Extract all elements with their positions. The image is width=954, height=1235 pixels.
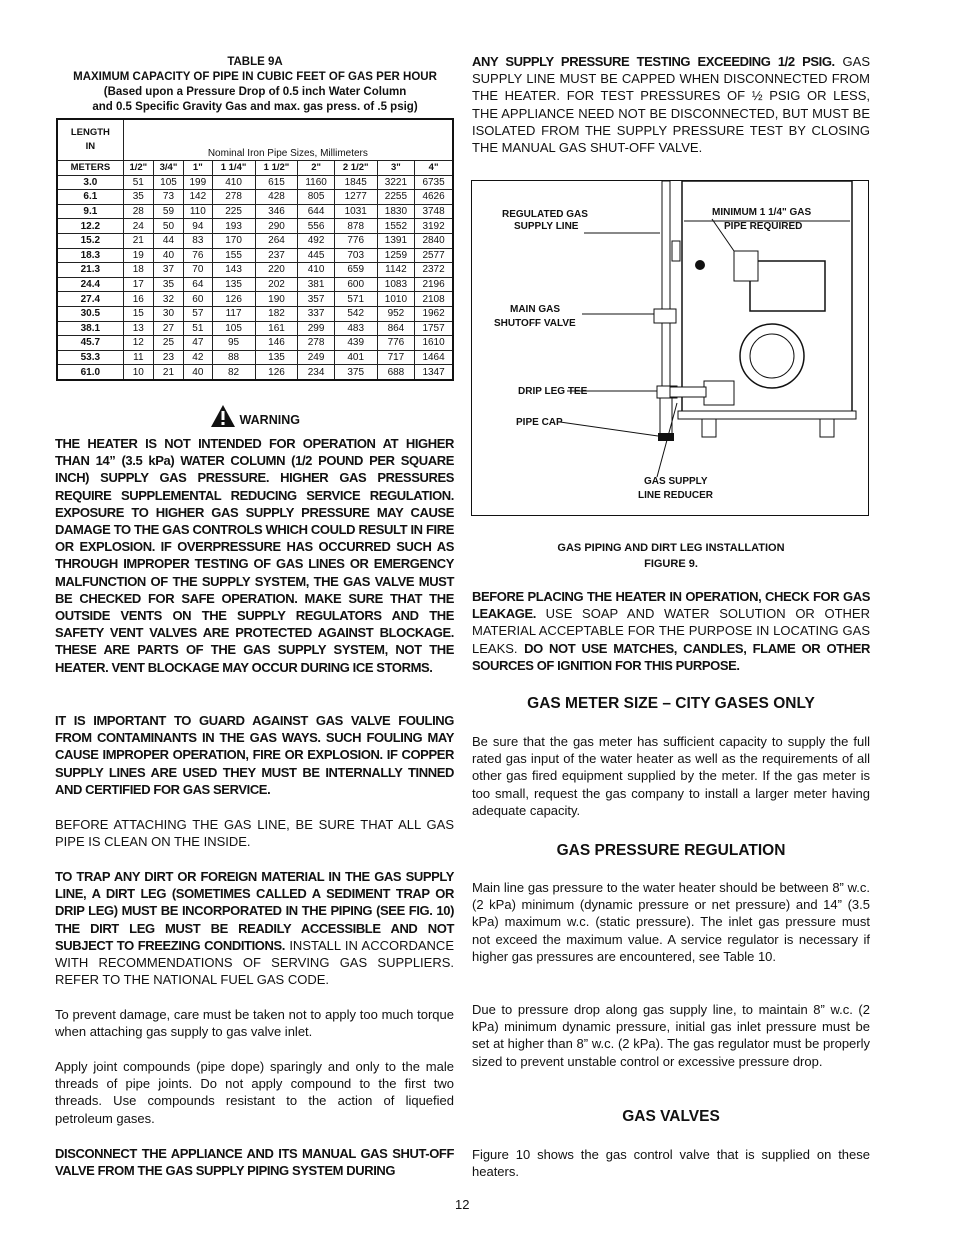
capacity-cell: 2108: [415, 292, 453, 307]
capacity-cell: 542: [334, 306, 377, 321]
capacity-cell: 278: [298, 336, 334, 351]
capacity-cell: 24: [123, 219, 153, 234]
gas-valves-paragraph: Figure 10 shows the gas control valve that is supplied on these heaters.: [472, 1147, 870, 1180]
pipe-size-header: 1 1/2": [255, 161, 298, 176]
capacity-cell: 161: [255, 321, 298, 336]
table-subtitle: MAXIMUM CAPACITY OF PIPE IN CUBIC FEET OF GAS PER HOUR: [73, 71, 437, 83]
capacity-cell: 142: [184, 190, 213, 205]
capacity-cell: 32: [153, 292, 183, 307]
length-cell: 53.3: [57, 350, 123, 365]
capacity-cell: 126: [212, 292, 255, 307]
capacity-cell: 202: [255, 277, 298, 292]
capacity-cell: 445: [298, 248, 334, 263]
pressure-drop-paragraph: Due to pressure drop along gas supply line, to maintain 8” w.c. (2 kPa) minimum dynamic pressure, initial gas inlet pressure must be set at higher than 8” w.c. (2 kPa). The gas regulator must be properly sized to prevent unstable control or excessive pressure drop.: [472, 1002, 870, 1069]
meters-header: METERS: [57, 161, 123, 176]
pipe-size-header: 2": [298, 161, 334, 176]
leak-check-paragraph: [472, 588, 870, 674]
capacity-cell: 143: [212, 263, 255, 278]
table-row: [57, 248, 453, 263]
capacity-cell: 83: [184, 233, 213, 248]
capacity-cell: 57: [184, 306, 213, 321]
capacity-cell: 3221: [377, 175, 414, 190]
capacity-cell: 21: [123, 233, 153, 248]
capacity-cell: 571: [334, 292, 377, 307]
capacity-cell: 28: [123, 204, 153, 219]
regulated-gas-label: SUPPLY LINE: [514, 221, 579, 232]
capacity-cell: 117: [212, 306, 255, 321]
capacity-cell: 234: [298, 365, 334, 380]
warning-label: WARNING: [239, 413, 300, 427]
capacity-cell: 76: [184, 248, 213, 263]
length-cell: 3.0: [57, 175, 123, 190]
gas-piping-figure: [471, 180, 869, 516]
capacity-cell: 82: [212, 365, 255, 380]
capacity-cell: 401: [334, 350, 377, 365]
capacity-cell: 264: [255, 233, 298, 248]
capacity-cell: 1160: [298, 175, 334, 190]
gas-piping-diagram: [472, 181, 868, 515]
capacity-cell: 105: [212, 321, 255, 336]
capacity-cell: 249: [298, 350, 334, 365]
figure-caption: [472, 540, 870, 572]
capacity-cell: 952: [377, 306, 414, 321]
leak-check-bold: BEFORE PLACING THE HEATER IN OPERATION, CHECK FOR GAS LEAKAGE.: [472, 589, 870, 622]
capacity-cell: 19: [123, 248, 153, 263]
caption-line: FIGURE 9.: [644, 558, 698, 570]
capacity-cell: 2372: [415, 263, 453, 278]
pipe-cap-label: PIPE CAP: [516, 417, 563, 428]
capacity-cell: 1464: [415, 350, 453, 365]
capacity-cell: 1010: [377, 292, 414, 307]
capacity-cell: 1391: [377, 233, 414, 248]
capacity-cell: 1757: [415, 321, 453, 336]
capacity-cell: 2577: [415, 248, 453, 263]
table-row: [57, 219, 453, 234]
capacity-cell: 1277: [334, 190, 377, 205]
capacity-cell: 703: [334, 248, 377, 263]
leak-check-bold: DO NOT USE MATCHES, CANDLES, FLAME OR OTHER SOURCES OF IGNITION FOR THIS PURPOSE.: [472, 640, 870, 673]
capacity-cell: 64: [184, 277, 213, 292]
regulated-gas-label: REGULATED GAS: [502, 209, 588, 220]
capacity-cell: 135: [212, 277, 255, 292]
capacity-cell: 59: [153, 204, 183, 219]
warning-text: THE HEATER IS NOT INTENDED FOR OPERATION AT HIGHER THAN 14” (3.5 kPa) WATER COLUMN (1/2 POUND PER SQUARE INCH) SUPPLY GAS PRESSURE. HIGHER GAS PRESSURES REQUIRE SUPPLEMENTAL REDUCING SERVICE REGULATION. EXPOSURE TO HIGHER GAS SUPPLY PRESSURE MAY CAUSE DAMAGE TO THE GAS CONTROLS WHICH COULD RESULT IN FIRE OR EXPLOSION. IF OVERPRESSURE HAS OCCURRED SUCH AS THROUGH IMPROPER TESTING OF GAS LINES OR EMERGENCY MALFUNCTION OF THE SUPPLY SYSTEM, THE GAS VALVE MUST BE CHECKED FOR SAFE OPERATION. MAKE SURE THAT THE OUTSIDE VENTS ON THE SUPPLY REGULATORS AND THE SAFETY VENT VALVES ARE PROTECTED AGAINST BLOCKAGE. THESE ARE PARTS OF THE GAS SUPPLY SYSTEM, NOT THE HEATER. VENT BLOCKAGE MAY OCCUR DURING ICE STORMS.: [55, 436, 454, 675]
length-cell: 12.2: [57, 219, 123, 234]
table-title-block: [55, 55, 455, 115]
capacity-cell: 615: [255, 175, 298, 190]
capacity-cell: 1142: [377, 263, 414, 278]
capacity-cell: 278: [212, 190, 255, 205]
capacity-cell: 1031: [334, 204, 377, 219]
table-row: [57, 204, 453, 219]
capacity-cell: 70: [184, 263, 213, 278]
table-subtitle: and 0.5 Specific Gravity Gas and max. gas press. of .5 psig): [92, 101, 418, 113]
capacity-cell: 1962: [415, 306, 453, 321]
capacity-cell: 776: [377, 336, 414, 351]
capacity-cell: 6735: [415, 175, 453, 190]
gas-valves-heading: GAS VALVES: [622, 1108, 720, 1125]
capacity-cell: 2255: [377, 190, 414, 205]
capacity-cell: 182: [255, 306, 298, 321]
minimum-pipe-label: PIPE REQUIRED: [724, 221, 803, 232]
capacity-cell: 492: [298, 233, 334, 248]
capacity-cell: 23: [153, 350, 183, 365]
capacity-cell: 60: [184, 292, 213, 307]
capacity-cell: 73: [153, 190, 183, 205]
capacity-cell: 27: [153, 321, 183, 336]
table-row: [57, 277, 453, 292]
capacity-cell: 51: [184, 321, 213, 336]
capacity-cell: 644: [298, 204, 334, 219]
length-cell: 38.1: [57, 321, 123, 336]
capacity-cell: 2840: [415, 233, 453, 248]
capacity-cell: 483: [334, 321, 377, 336]
capacity-cell: 1610: [415, 336, 453, 351]
capacity-cell: 410: [212, 175, 255, 190]
main-shutoff-label: MAIN GAS: [510, 304, 560, 315]
capacity-cell: 864: [377, 321, 414, 336]
dirt-leg-rest: INSTALL IN ACCORDANCE WITH RECOMMENDATIONS OF SERVING GAS SUPPLIERS. REFER TO THE NATIONAL FUEL GAS CODE.: [55, 937, 454, 988]
fouling-paragraph: IT IS IMPORTANT TO GUARD AGAINST GAS VALVE FOULING FROM CONTAMINANTS IN THE GAS WAYS. SUCH FOULING MAY CAUSE IMPROPER OPERATION, FIRE OR EXPLOSION. IF COPPER SUPPLY LINES ARE USED THEY MUST BE INTERNALLY TINNED AND CERTIFIED FOR GAS SERVICE.: [55, 713, 454, 797]
pipe-size-header: 1 1/4": [212, 161, 255, 176]
capacity-cell: 3748: [415, 204, 453, 219]
capacity-cell: 428: [255, 190, 298, 205]
page-number: 12: [455, 1197, 470, 1212]
line-reducer-label: GAS SUPPLY: [644, 476, 708, 487]
table-row: [57, 306, 453, 321]
capacity-cell: 25: [153, 336, 183, 351]
capacity-cell: 357: [298, 292, 334, 307]
joint-compound-paragraph: Apply joint compounds (pipe dope) sparingly and only to the male threads of pipe joints. Do not apply compound to the first two threads. Use compounds resistant to the action of liquefied petroleum gases.: [55, 1059, 454, 1126]
capacity-cell: 110: [184, 204, 213, 219]
capacity-cell: 126: [255, 365, 298, 380]
capacity-cell: 155: [212, 248, 255, 263]
capacity-cell: 51: [123, 175, 153, 190]
pipe-size-header: 1": [184, 161, 213, 176]
gas-meter-heading: GAS METER SIZE – CITY GASES ONLY: [527, 695, 815, 712]
dirt-leg-paragraph: [55, 868, 454, 988]
pipe-size-header: 1/2": [123, 161, 153, 176]
table-row: [57, 365, 453, 380]
drip-leg-label: DRIP LEG TEE: [518, 386, 588, 397]
nominal-size-header: Nominal Iron Pipe Sizes, Millimeters: [123, 119, 453, 159]
pipe-size-header: 4": [415, 161, 453, 176]
capacity-cell: 439: [334, 336, 377, 351]
warning-heading: [55, 404, 455, 428]
caption-line: GAS PIPING AND DIRT LEG INSTALLATION: [557, 542, 785, 554]
capacity-cell: 40: [153, 248, 183, 263]
capacity-cell: 95: [212, 336, 255, 351]
capacity-cell: 2196: [415, 277, 453, 292]
capacity-cell: 600: [334, 277, 377, 292]
length-header-line: LENGTH: [70, 127, 110, 138]
table-row: [57, 233, 453, 248]
capacity-cell: 146: [255, 336, 298, 351]
capacity-cell: 290: [255, 219, 298, 234]
capacity-cell: 105: [153, 175, 183, 190]
capacity-cell: 717: [377, 350, 414, 365]
length-cell: 9.1: [57, 204, 123, 219]
main-shutoff-label: SHUTOFF VALVE: [494, 318, 576, 329]
pipe-size-header: 2 1/2": [334, 161, 377, 176]
capacity-cell: 40: [184, 365, 213, 380]
capacity-cell: 42: [184, 350, 213, 365]
capacity-cell: 12: [123, 336, 153, 351]
capacity-cell: 346: [255, 204, 298, 219]
pipe-size-header: 3/4": [153, 161, 183, 176]
capacity-cell: 13: [123, 321, 153, 336]
length-header: [57, 119, 123, 161]
length-cell: 6.1: [57, 190, 123, 205]
capacity-cell: 30: [153, 306, 183, 321]
length-cell: 61.0: [57, 365, 123, 380]
capacity-cell: 3192: [415, 219, 453, 234]
table-row: [57, 175, 453, 190]
gas-capacity-table: [56, 118, 454, 381]
capacity-cell: 170: [212, 233, 255, 248]
capacity-cell: 88: [212, 350, 255, 365]
pressure-regulation-heading: GAS PRESSURE REGULATION: [556, 842, 786, 859]
length-header-line: IN: [85, 141, 96, 152]
capacity-cell: 1845: [334, 175, 377, 190]
leak-check-text: USE SOAP AND WATER SOLUTION OR OTHER MATERIAL ACCEPTABLE FOR THE PURPOSE IN LOCATING GAS LEAKS.: [472, 606, 870, 656]
table-title: TABLE 9A: [227, 56, 283, 68]
capacity-cell: 556: [298, 219, 334, 234]
capacity-cell: 193: [212, 219, 255, 234]
length-cell: 27.4: [57, 292, 123, 307]
capacity-cell: 688: [377, 365, 414, 380]
capacity-cell: 299: [298, 321, 334, 336]
capacity-cell: 18: [123, 263, 153, 278]
length-cell: 21.3: [57, 263, 123, 278]
capacity-cell: 659: [334, 263, 377, 278]
capacity-cell: 35: [153, 277, 183, 292]
supply-pressure-rest: GAS SUPPLY LINE MUST BE CAPPED WHEN DISCONNECTED FROM THE HEATER. FOR TEST PRESSURES OF ½ PSIG OR LESS, THE APPLIANCE NEED NOT BE DISCONNECTED, BUT MUST BE ISOLATED FROM THE SUPPLY PRESSURE TEST BY CLOSING THE MANUAL GAS SHUT-OFF VALVE.: [472, 54, 871, 156]
capacity-cell: 337: [298, 306, 334, 321]
capacity-cell: 16: [123, 292, 153, 307]
table-row: [57, 350, 453, 365]
capacity-cell: 21: [153, 365, 183, 380]
table-subtitle: (Based upon a Pressure Drop of 0.5 inch Water Column: [103, 86, 407, 98]
capacity-cell: 10: [123, 365, 153, 380]
length-cell: 30.5: [57, 306, 123, 321]
capacity-cell: 1830: [377, 204, 414, 219]
capacity-cell: 776: [334, 233, 377, 248]
table-row: [57, 190, 453, 205]
capacity-cell: 47: [184, 336, 213, 351]
capacity-cell: 1347: [415, 365, 453, 380]
line-reducer-label: LINE REDUCER: [638, 490, 714, 501]
capacity-cell: 410: [298, 263, 334, 278]
pressure-regulation-paragraph: Main line gas pressure to the water heater should be between 8” w.c. (2 kPa) minimum (dynamic pressure or net pressure) and 14” (3.5 kPa) maximum w.c. (static pressure). The inlet gas pressure must not exceed the maximum value. A service regulator is necessary if higher gas pressures are encountered, see Table 10.: [472, 880, 870, 964]
dirt-leg-bold: TO TRAP ANY DIRT OR FOREIGN MATERIAL IN THE GAS SUPPLY LINE, A DIRT LEG (SOMETIMES CALLED A SEDIMENT TRAP OR DRIP LEG) MUST BE INCORPORATED IN THE PIPING (SEE FIG. 10) THE DIRT LEG MUST BE READILY ACCESSIBLE AND NOT SUBJECT TO FREEZING CONDITIONS.: [55, 869, 454, 953]
clean-pipe-paragraph: BEFORE ATTACHING THE GAS LINE, BE SURE THAT ALL GAS PIPE IS CLEAN ON THE INSIDE.: [55, 817, 454, 850]
warning-triangle-icon: [210, 404, 236, 428]
length-cell: 24.4: [57, 277, 123, 292]
capacity-cell: 44: [153, 233, 183, 248]
capacity-cell: 1552: [377, 219, 414, 234]
pipe-size-header: 3": [377, 161, 414, 176]
table-row: [57, 336, 453, 351]
capacity-cell: 199: [184, 175, 213, 190]
table-row: [57, 321, 453, 336]
capacity-cell: 37: [153, 263, 183, 278]
capacity-cell: 17: [123, 277, 153, 292]
length-cell: 15.2: [57, 233, 123, 248]
table-row: [57, 292, 453, 307]
capacity-cell: 11: [123, 350, 153, 365]
capacity-cell: 805: [298, 190, 334, 205]
disconnect-paragraph: DISCONNECT THE APPLIANCE AND ITS MANUAL GAS SHUT-OFF VALVE FROM THE GAS SUPPLY PIPING SYSTEM DURING: [55, 1146, 454, 1179]
capacity-cell: 381: [298, 277, 334, 292]
capacity-cell: 94: [184, 219, 213, 234]
capacity-cell: 1259: [377, 248, 414, 263]
supply-pressure-paragraph: [472, 53, 870, 156]
minimum-pipe-label: MINIMUM 1 1/4" GAS: [712, 207, 812, 218]
capacity-cell: 50: [153, 219, 183, 234]
gas-meter-paragraph: Be sure that the gas meter has sufficient capacity to supply the full rated gas input of the water heater as well as the requirements of all other gas fired equipment supplied by the meter. If the gas meter is too small, request the gas company to install a larger meter having adequate capacity.: [472, 734, 870, 818]
capacity-cell: 220: [255, 263, 298, 278]
capacity-cell: 15: [123, 306, 153, 321]
capacity-cell: 135: [255, 350, 298, 365]
capacity-cell: 35: [123, 190, 153, 205]
torque-paragraph: To prevent damage, care must be taken not to apply too much torque when attaching gas supply to gas valve inlet.: [55, 1007, 454, 1040]
supply-pressure-bold: ANY SUPPLY PRESSURE TESTING EXCEEDING 1/2 PSIG.: [472, 54, 835, 69]
table-row: [57, 263, 453, 278]
capacity-cell: 237: [255, 248, 298, 263]
capacity-cell: 375: [334, 365, 377, 380]
capacity-cell: 1083: [377, 277, 414, 292]
length-cell: 45.7: [57, 336, 123, 351]
capacity-cell: 878: [334, 219, 377, 234]
capacity-cell: 225: [212, 204, 255, 219]
capacity-cell: 4626: [415, 190, 453, 205]
capacity-cell: 190: [255, 292, 298, 307]
length-cell: 18.3: [57, 248, 123, 263]
